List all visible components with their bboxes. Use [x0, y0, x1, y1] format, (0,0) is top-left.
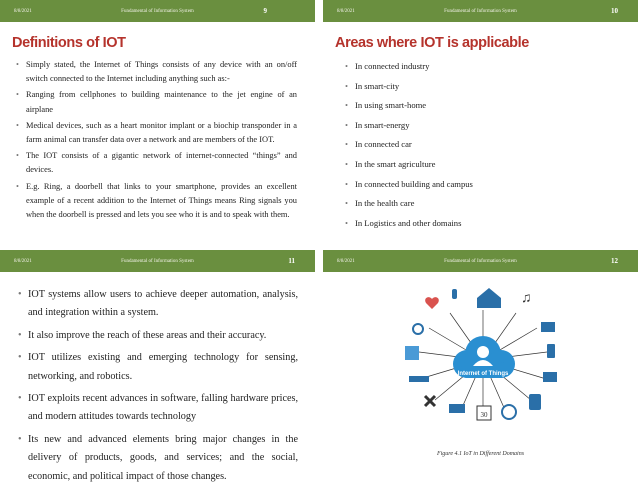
truck-icon	[449, 404, 465, 413]
bullet-item: • IOT exploits recent advances in software, falling hardware prices, and modern attitudes towards technology	[18, 390, 298, 427]
calendar-day: 30	[480, 411, 488, 419]
bullet-item: • In using smart-home	[345, 100, 615, 111]
tools-icon	[425, 396, 435, 406]
bullet-item: • Ranging from cellphones to building maintenance to the jet engine of an airplane	[16, 88, 297, 116]
bullet-item: • In connected car	[345, 139, 615, 150]
page-number: 10	[611, 7, 618, 15]
bullet-item: • In connected building and campus	[345, 179, 615, 190]
bullet-list	[16, 58, 297, 224]
slide-9	[0, 0, 315, 243]
bullet-item: • The IOT consists of a gigantic network of internet-connected “things” and devices.	[16, 149, 297, 177]
phone-icon	[547, 344, 555, 358]
course-title: Fundamental of Information System	[444, 259, 517, 264]
car-icon	[409, 376, 429, 382]
iot-domains-diagram	[383, 280, 583, 440]
diagram-center-label: Internet of Things	[457, 371, 509, 377]
music-icon: ♫	[521, 291, 532, 306]
slide-date: 8/8/2021	[14, 259, 32, 264]
bullet-item: • In Logistics and other domains	[345, 218, 615, 229]
slide-header-bar	[323, 250, 638, 272]
slide-date: 8/8/2021	[14, 9, 32, 14]
figure-caption: Figure 4.1 IoT in Different Domains	[436, 451, 525, 457]
slide-date: 8/8/2021	[337, 9, 355, 14]
chart-icon	[405, 346, 419, 360]
microphone-icon	[452, 289, 457, 299]
slide-title: Definitions of IOT	[12, 35, 126, 51]
course-title: Fundamental of Information System	[121, 9, 194, 14]
slide-header-bar	[0, 250, 315, 272]
bullet-item: • It also improve the reach of these areas and their accuracy.	[18, 327, 298, 345]
bullet-item: • E.g. Ring, a doorbell that links to your smartphone, provides an excellent example of a recent addition to the Internet of Things means Ring signals you when the doorbell is pressed and lets you see who it is and to speak with them.	[16, 180, 297, 223]
bullet-item: • Medical devices, such as a heart monitor implant or a biochip transponder in a farm animal can transfer data over a network and are members of the IOT.	[16, 119, 297, 147]
film-clapper-icon	[541, 322, 555, 332]
bullet-item: • IOT systems allow users to achieve deeper automation, analysis, and integration within a system.	[18, 286, 298, 323]
stethoscope-icon	[413, 324, 423, 334]
slide-11	[0, 250, 315, 493]
bullet-list	[345, 61, 615, 237]
bullet-list	[18, 286, 298, 490]
tablet-icon	[529, 394, 541, 410]
bullet-item: • In connected industry	[345, 61, 615, 72]
heart-icon	[425, 297, 439, 309]
slide-header-bar	[323, 0, 638, 22]
bullet-item: • Its new and advanced elements bring major changes in the delivery of products, goods, and services; and the social, economic, and political impact of those changes.	[18, 431, 298, 486]
home-icon	[477, 288, 501, 308]
bullet-item: • IOT utilizes existing and emerging technology for sensing, networking, and robotics.	[18, 349, 298, 386]
slide-header-bar	[0, 0, 315, 22]
mail-icon	[543, 372, 557, 382]
page-number: 9	[263, 7, 267, 15]
slide-10	[323, 0, 638, 243]
course-title: Fundamental of Information System	[121, 259, 194, 264]
course-title: Fundamental of Information System	[444, 9, 517, 14]
slide-12	[323, 250, 638, 493]
bullet-item: • In the health care	[345, 198, 615, 209]
page-number: 12	[611, 257, 618, 265]
bullet-item: • In the smart agriculture	[345, 159, 615, 170]
clock-icon	[502, 405, 516, 419]
slide-title: Areas where IOT is applicable	[335, 35, 529, 51]
bullet-item: • In smart-energy	[345, 120, 615, 131]
slide-date: 8/8/2021	[337, 259, 355, 264]
page-number: 11	[288, 257, 295, 265]
bullet-item: • Simply stated, the Internet of Things consists of any device with an on/off switch connected to the Internet including anything such as:-	[16, 58, 297, 86]
bullet-item: • In smart-city	[345, 81, 615, 92]
